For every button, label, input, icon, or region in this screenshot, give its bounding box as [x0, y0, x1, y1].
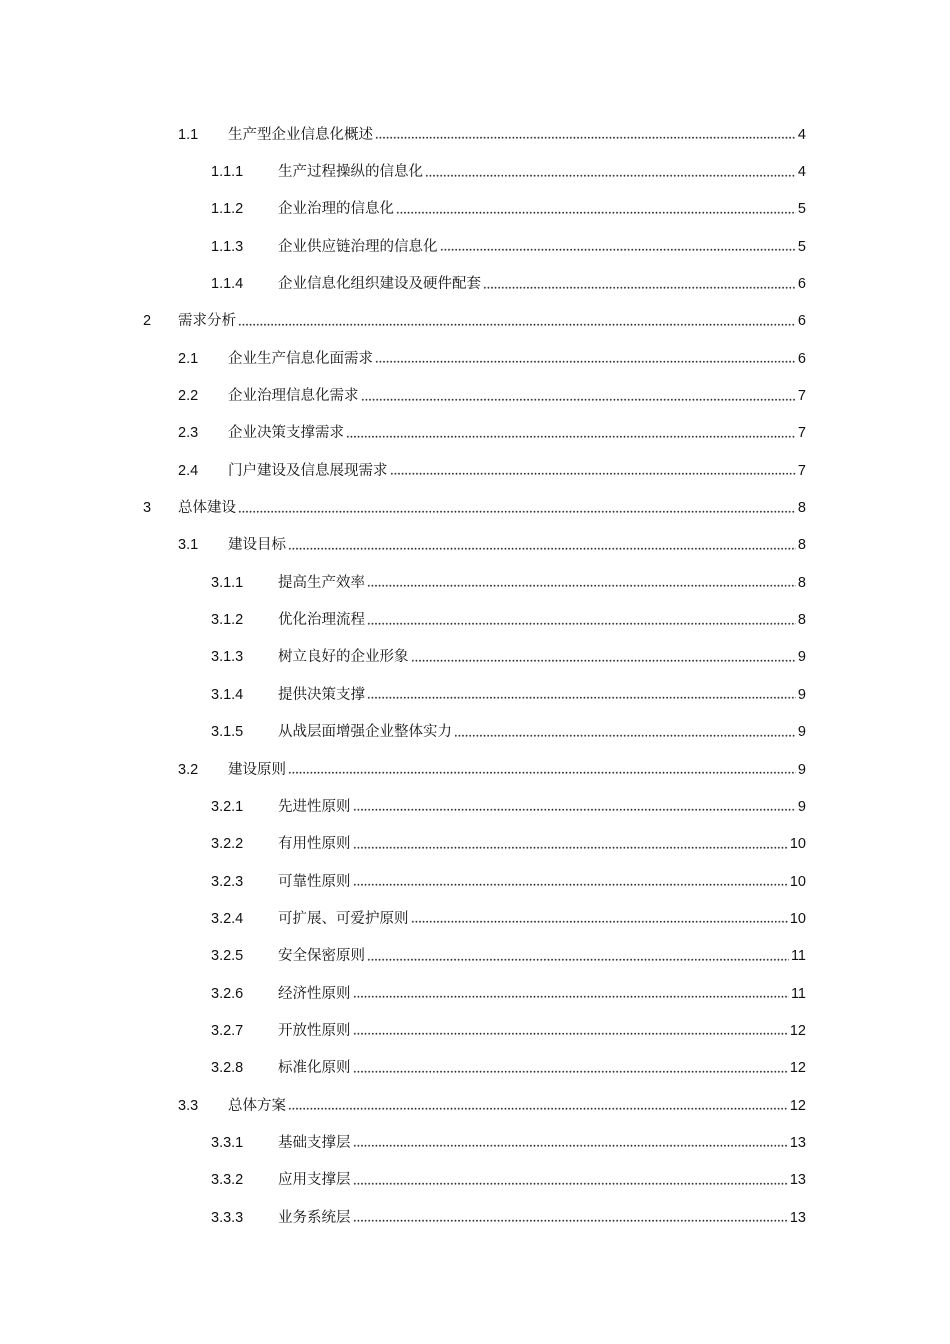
toc-entry-leader	[278, 1210, 806, 1225]
toc-entry-title: 标准化原则	[278, 1060, 351, 1077]
dot-leader	[411, 660, 796, 662]
toc-entry[interactable]	[0, 1199, 950, 1236]
dot-leader	[375, 361, 796, 363]
toc-entry[interactable]	[0, 938, 950, 975]
toc-entry[interactable]	[0, 788, 950, 825]
toc-entry-title: 安全保密原则	[278, 947, 365, 964]
toc-entry-title: 从战层面增强企业整体实力	[278, 723, 452, 740]
toc-entry-leader	[278, 949, 806, 964]
toc-entry-title: 优化治理流程	[278, 611, 365, 628]
toc-entry-number: 3.2.1	[211, 798, 244, 815]
toc-entry-number: 1.1	[178, 126, 199, 143]
toc-entry-leader	[278, 837, 806, 852]
dot-leader	[353, 846, 788, 848]
dot-leader	[238, 510, 796, 512]
toc-entry-leader	[228, 426, 806, 441]
toc-entry-page-number: 4	[797, 163, 806, 180]
toc-entry-number: 2.2	[178, 387, 199, 404]
toc-entry-page-number: 10	[789, 873, 806, 890]
toc-entry-page-number: 8	[797, 499, 806, 516]
dot-leader	[288, 772, 796, 774]
toc-entry-number: 3.1	[178, 537, 199, 554]
toc-entry-page-number: 9	[797, 723, 806, 740]
toc-entry-page-number: 8	[797, 537, 806, 554]
toc-entry-page-number: 7	[797, 387, 806, 404]
toc-entry[interactable]	[0, 1050, 950, 1087]
toc-entry-title: 树立良好的企业形象	[278, 649, 409, 666]
dot-leader	[440, 249, 796, 251]
dot-leader	[454, 734, 796, 736]
toc-entry[interactable]	[0, 153, 950, 190]
toc-entry-title: 经济性原则	[278, 985, 351, 1002]
toc-entry-number: 3.3.1	[211, 1134, 244, 1151]
toc-entry[interactable]	[0, 452, 950, 489]
dot-leader	[411, 921, 788, 923]
toc-entry-page-number: 7	[797, 462, 806, 479]
toc-entry-number: 3.2	[178, 761, 199, 778]
dot-leader	[353, 996, 789, 998]
toc-entry-number: 3.2.3	[211, 873, 244, 890]
toc-entry-title: 生产型企业信息化概述	[228, 126, 373, 143]
toc-entry-title: 可靠性原则	[278, 873, 351, 890]
toc-entry-page-number: 8	[797, 611, 806, 628]
toc-entry[interactable]	[0, 639, 950, 676]
toc-entry[interactable]	[0, 676, 950, 713]
toc-entry-number: 3.1.4	[211, 686, 244, 703]
toc-entry-title: 应用支撑层	[278, 1172, 351, 1189]
toc-entry-title: 门户建设及信息展现需求	[228, 462, 388, 479]
toc-entry-number: 3.3	[178, 1097, 199, 1114]
toc-entry-page-number: 9	[797, 761, 806, 778]
toc-entry-number: 3.1.2	[211, 611, 244, 628]
dot-leader	[238, 324, 796, 326]
toc-entry-title: 提高生产效率	[278, 574, 365, 591]
toc-entry-number: 1.1.2	[211, 201, 244, 218]
toc-entry[interactable]	[0, 303, 950, 340]
dot-leader	[353, 1071, 788, 1073]
toc-entry-leader	[228, 351, 806, 366]
toc-entry[interactable]	[0, 714, 950, 751]
dot-leader	[353, 809, 796, 811]
toc-entry-page-number: 12	[789, 1022, 806, 1039]
toc-entry[interactable]	[0, 265, 950, 302]
toc-entry-page-number: 13	[789, 1209, 806, 1226]
toc-entry[interactable]	[0, 1162, 950, 1199]
toc-entry-number: 3.1.5	[211, 723, 244, 740]
toc-entry-page-number: 7	[797, 425, 806, 442]
toc-entry-number: 3.2.4	[211, 910, 244, 927]
dot-leader	[396, 212, 796, 214]
toc-entry-leader	[278, 202, 806, 217]
toc-entry-number: 1.1.3	[211, 238, 244, 255]
toc-entry[interactable]	[0, 564, 950, 601]
toc-entry[interactable]	[0, 116, 950, 153]
toc-entry-leader	[178, 314, 806, 329]
toc-entry-leader	[278, 613, 806, 628]
dot-leader	[288, 548, 796, 550]
toc-entry-title: 可扩展、可爱护原则	[278, 910, 409, 927]
toc-entry[interactable]	[0, 826, 950, 863]
toc-entry-page-number: 13	[789, 1172, 806, 1189]
toc-entry-leader	[278, 1024, 806, 1039]
dot-leader	[353, 1145, 788, 1147]
toc-entry-number: 3.2.2	[211, 835, 244, 852]
toc-entry-page-number: 8	[797, 574, 806, 591]
toc-entry-leader	[228, 464, 806, 479]
toc-entry-number: 2	[143, 313, 152, 330]
toc-entry[interactable]	[0, 228, 950, 265]
toc-entry-leader	[278, 1173, 806, 1188]
dot-leader	[367, 622, 796, 624]
toc-entry-leader	[278, 800, 806, 815]
toc-entry-number: 3.2.5	[211, 947, 244, 964]
dot-leader	[288, 1108, 788, 1110]
toc-entry-page-number: 9	[797, 798, 806, 815]
toc-entry-title: 企业供应链治理的信息化	[278, 238, 438, 255]
toc-entry-number: 1.1.1	[211, 163, 244, 180]
dot-leader	[361, 398, 796, 400]
toc-entry-number: 3	[143, 499, 152, 516]
toc-entry-page-number: 6	[797, 313, 806, 330]
toc-entry-page-number: 6	[797, 350, 806, 367]
toc-entry-title: 企业生产信息化面需求	[228, 350, 373, 367]
toc-entry-leader	[278, 986, 806, 1001]
toc-entry-title: 企业治理信息化需求	[228, 387, 359, 404]
toc-entry-leader	[228, 1098, 806, 1113]
toc-entry-page-number: 10	[789, 910, 806, 927]
toc-entry[interactable]	[0, 489, 950, 526]
toc-entry[interactable]	[0, 975, 950, 1012]
toc-entry-leader	[228, 762, 806, 777]
toc-entry-title: 企业治理的信息化	[278, 201, 394, 218]
toc-entry[interactable]	[0, 1012, 950, 1049]
toc-entry-number: 3.1.3	[211, 649, 244, 666]
toc-entry-title: 有用性原则	[278, 835, 351, 852]
toc-entry[interactable]	[0, 415, 950, 452]
toc-entry-title: 开放性原则	[278, 1022, 351, 1039]
table-of-contents	[0, 116, 950, 1236]
toc-entry-page-number: 5	[797, 201, 806, 218]
toc-entry-leader	[228, 538, 806, 553]
toc-entry[interactable]	[0, 863, 950, 900]
toc-entry-leader	[278, 1061, 806, 1076]
toc-entry-title: 建设目标	[228, 537, 286, 554]
dot-leader	[390, 473, 796, 475]
toc-entry-number: 1.1.4	[211, 275, 244, 292]
toc-entry-leader	[278, 1136, 806, 1151]
toc-entry-number: 2.3	[178, 425, 199, 442]
toc-entry-number: 3.1.1	[211, 574, 244, 591]
toc-entry[interactable]	[0, 377, 950, 414]
toc-entry-page-number: 10	[789, 835, 806, 852]
toc-entry-title: 提供决策支撑	[278, 686, 365, 703]
toc-entry-leader	[278, 165, 806, 180]
toc-entry-title: 先进性原则	[278, 798, 351, 815]
toc-entry-leader	[278, 576, 806, 591]
toc-entry-leader	[228, 389, 806, 404]
toc-entry-page-number: 9	[797, 686, 806, 703]
toc-entry-leader	[278, 688, 806, 703]
toc-entry-leader	[278, 725, 806, 740]
toc-entry-page-number: 11	[790, 947, 806, 964]
toc-entry-page-number: 4	[797, 126, 806, 143]
toc-entry-page-number: 12	[789, 1060, 806, 1077]
dot-leader	[367, 585, 796, 587]
toc-entry-number: 3.2.7	[211, 1022, 244, 1039]
dot-leader	[483, 286, 796, 288]
toc-entry-leader	[178, 501, 806, 516]
toc-entry-title: 企业信息化组织建设及硬件配套	[278, 275, 481, 292]
toc-entry[interactable]	[0, 340, 950, 377]
toc-entry-title: 总体方案	[228, 1097, 286, 1114]
toc-entry-title: 基础支撑层	[278, 1134, 351, 1151]
toc-entry-title: 企业决策支撑需求	[228, 425, 344, 442]
toc-entry-title: 需求分析	[178, 313, 236, 330]
dot-leader	[353, 1220, 788, 1222]
toc-entry-number: 2.1	[178, 350, 199, 367]
toc-entry[interactable]	[0, 1124, 950, 1161]
toc-entry-page-number: 5	[797, 238, 806, 255]
toc-entry-number: 3.2.6	[211, 985, 244, 1002]
toc-entry-leader	[278, 239, 806, 254]
toc-entry[interactable]	[0, 191, 950, 228]
toc-entry-page-number: 11	[790, 985, 806, 1002]
toc-entry-leader	[228, 127, 806, 142]
dot-leader	[346, 436, 796, 438]
toc-entry-title: 建设原则	[228, 761, 286, 778]
toc-entry[interactable]	[0, 900, 950, 937]
toc-entry-title: 总体建设	[178, 499, 236, 516]
toc-entry-number: 3.2.8	[211, 1060, 244, 1077]
toc-entry-page-number: 9	[797, 649, 806, 666]
toc-entry-title: 业务系统层	[278, 1209, 351, 1226]
toc-entry-leader	[278, 912, 806, 927]
toc-entry-number: 3.3.2	[211, 1172, 244, 1189]
toc-entry-page-number: 13	[789, 1134, 806, 1151]
dot-leader	[375, 137, 796, 139]
toc-entry-number: 2.4	[178, 462, 199, 479]
toc-entry[interactable]	[0, 601, 950, 638]
toc-entry-page-number: 12	[789, 1097, 806, 1114]
toc-entry[interactable]	[0, 751, 950, 788]
dot-leader	[353, 1183, 788, 1185]
dot-leader	[367, 958, 789, 960]
toc-entry-leader	[278, 874, 806, 889]
dot-leader	[425, 174, 796, 176]
dot-leader	[367, 697, 796, 699]
toc-entry-number: 3.3.3	[211, 1209, 244, 1226]
toc-entry-leader	[278, 277, 806, 292]
dot-leader	[353, 884, 788, 886]
toc-entry[interactable]	[0, 1087, 950, 1124]
toc-entry-page-number: 6	[797, 275, 806, 292]
toc-entry-leader	[278, 650, 806, 665]
toc-entry[interactable]	[0, 527, 950, 564]
toc-entry-title: 生产过程操纵的信息化	[278, 163, 423, 180]
dot-leader	[353, 1033, 788, 1035]
